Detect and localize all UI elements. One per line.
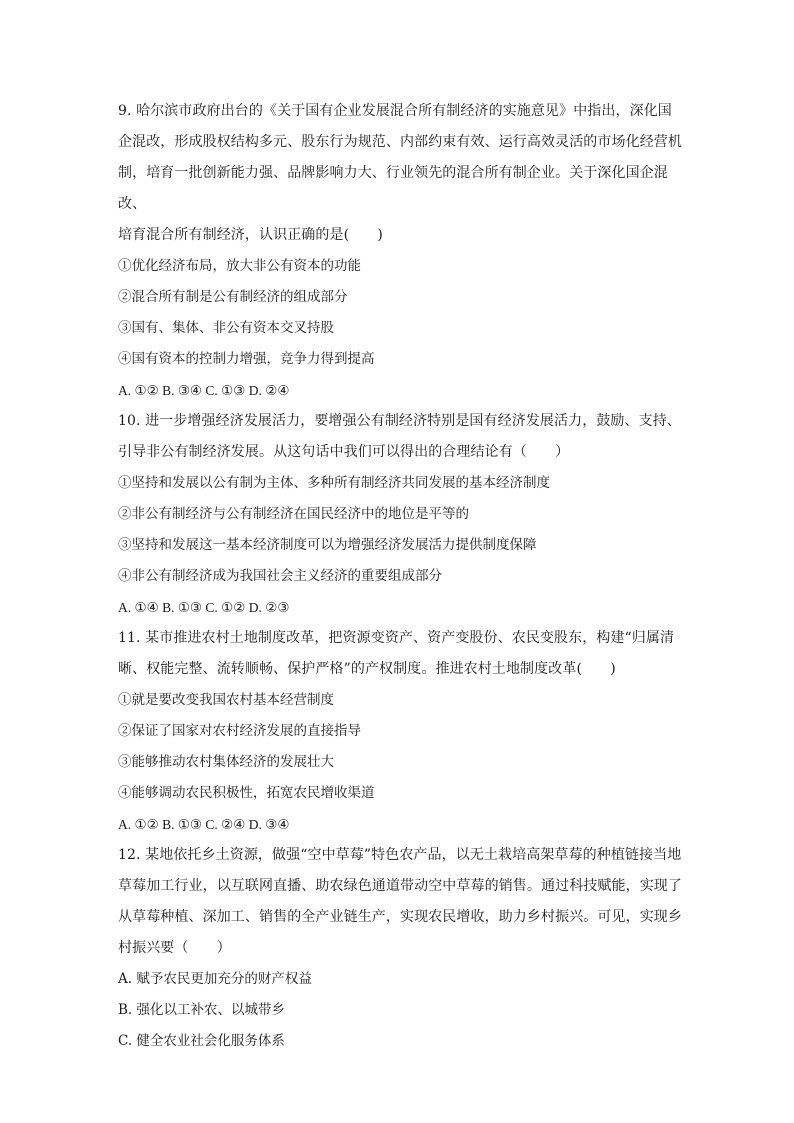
question-11-option-1: ①就是要改变我国农村基本经营制度 <box>118 692 334 708</box>
question-12 <box>118 840 690 1057</box>
question-12-stem-line-4: 村振兴要（ ） <box>118 940 231 956</box>
question-11 <box>118 623 690 840</box>
question-9-option-3: ③国有、集体、非公有资本交叉持股 <box>118 320 334 336</box>
question-11-choices: A. ①② B. ①③ C. ②④ D. ③④ <box>118 817 290 832</box>
question-11-option-3: ③能够推动农村集体经济的发展壮大 <box>118 754 334 770</box>
question-10 <box>118 406 690 623</box>
question-12-stem-line-3: 从草莓种植、深加工、销售的全产业链生产，实现农民增收，助力乡村振兴。可见，实现乡 <box>118 909 682 925</box>
question-9-stem-line-2: 企混改，形成股权结构多元、股东行为规范、内部约束有效、运行高效灵活的市场化经营机 <box>118 134 682 150</box>
question-10-stem-line-2: 引导非公有制经济发展。从这句话中我们可以得出的合理结论有（ ） <box>118 444 570 460</box>
question-12-option-b: B. 强化以工补农、以城带乡 <box>118 1002 286 1018</box>
question-9-stem-line-3: 制，培育一批创新能力强、品牌影响力大、行业领先的混合所有制企业。关于深化国企混改、 <box>118 165 668 212</box>
question-list <box>118 96 690 1057</box>
question-11-stem-line-2: 晰、权能完整、流转顺畅、保护严格”的产权制度。推进农村土地制度改革( ) <box>118 661 616 677</box>
question-9 <box>118 96 690 406</box>
question-10-stem-line-1: 10. 进一步增强经济发展活力，要增强公有制经济特别是国有经济发展活力，鼓励、支持、 <box>118 413 681 429</box>
question-9-stem-line-1: 9. 哈尔滨市政府出台的《关于国有企业发展混合所有制经济的实施意见》中指出，深化国 <box>118 103 672 119</box>
question-11-option-2: ②保证了国家对农村经济发展的直接指导 <box>118 723 361 739</box>
question-12-stem-line-2: 草莓加工行业，以互联网直播、助农绿色通道带动空中草莓的销售。通过科技赋能，实现了 <box>118 878 682 894</box>
question-12-option-c: C. 健全农业社会化服务体系 <box>118 1033 285 1049</box>
question-9-option-2: ②混合所有制是公有制经济的组成部分 <box>118 289 348 305</box>
question-9-stem-line-4: 培育混合所有制经济，认识正确的是( ) <box>118 227 383 243</box>
question-11-stem-line-1: 11. 某市推进农村土地制度改革，把资源变资产、资产变股份、农民变股东，构建“归属清 <box>118 630 675 646</box>
question-10-choices: A. ①④ B. ①③ C. ①② D. ②③ <box>118 600 290 615</box>
question-9-option-4: ④国有资本的控制力增强，竞争力得到提高 <box>118 351 375 367</box>
question-10-option-1: ①坚持和发展以公有制为主体、多种所有制经济共同发展的基本经济制度 <box>118 475 550 491</box>
question-11-option-4: ④能够调动农民积极性，拓宽农民增收渠道 <box>118 785 375 801</box>
question-12-option-a: A. 赋予农民更加充分的财产权益 <box>118 971 312 987</box>
question-10-option-3: ③坚持和发展这一基本经济制度可以为增强经济发展活力提供制度保障 <box>118 537 537 553</box>
question-9-choices: A. ①② B. ③④ C. ①③ D. ②④ <box>118 383 290 398</box>
question-10-option-4: ④非公有制经济成为我国社会主义经济的重要组成部分 <box>118 568 442 584</box>
question-9-option-1: ①优化经济布局，放大非公有资本的功能 <box>118 258 361 274</box>
question-10-option-2: ②非公有制经济与公有制经济在国民经济中的地位是平等的 <box>118 506 469 522</box>
question-12-stem-line-1: 12. 某地依托乡土资源，做强“空中草莓”特色农产品，以无土栽培高架草莓的种植链接当地 <box>118 847 682 863</box>
